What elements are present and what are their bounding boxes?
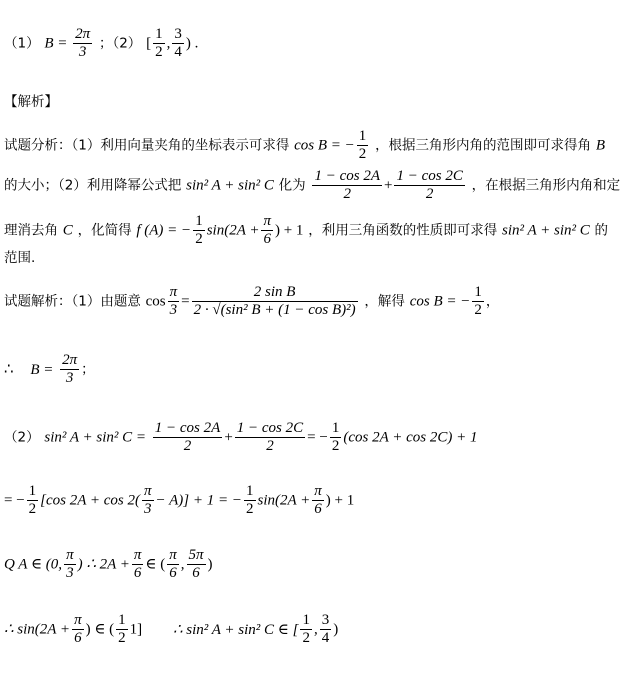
- math-plus: +: [383, 177, 393, 194]
- math-fraction: $\frac{1 - \cos 2C}{2}$: [396, 168, 463, 202]
- solution-text: ，: [485, 293, 500, 310]
- math-fraction: $\frac{5\pi}{6}$: [188, 547, 204, 581]
- math-expr: sin² A + sin² C: [502, 222, 590, 239]
- analysis-line-1: [4, 128, 605, 163]
- math-q: Q A ∈ (0,: [4, 556, 63, 573]
- math-fraction: $\frac{\pi}{6}$: [133, 547, 142, 581]
- math-fraction: $\frac{1}{2}$: [246, 483, 254, 517]
- math-sin: ∴ sin(2A +: [4, 621, 71, 638]
- math-tail: ) + 1: [325, 492, 355, 509]
- math-expr: sin² A + sin² C: [186, 177, 274, 194]
- math-fraction: $\frac{1}{2}$: [302, 612, 310, 646]
- math-mid: − A)] + 1 = −: [155, 492, 242, 509]
- math-big-fraction: $\frac{\text{2 sin B}}{\text{2 · √(sin² B + (1 − cos B)²)}}$: [193, 284, 356, 318]
- math-fraction: $\frac{1}{2}$: [331, 420, 340, 454]
- math-comma: ,: [180, 556, 185, 573]
- math-b: B =: [30, 361, 54, 378]
- math-cosb: cos B = −: [294, 137, 355, 154]
- math-fraction: $\frac{1}{2}$: [474, 284, 482, 318]
- math-cos: cos: [145, 293, 166, 310]
- solution-label: （2）: [4, 429, 40, 446]
- math-tail: ) + 1: [274, 222, 304, 239]
- solution-line-1: [4, 284, 499, 319]
- math-range: ∴ sin² A + sin² C ∈ [: [172, 621, 299, 638]
- solution-text: 试题解析：（1）由题意: [4, 293, 141, 310]
- math-c: C: [62, 222, 73, 239]
- math-fraction: $\frac{2\pi}{3}$: [62, 352, 78, 386]
- math-in: ∈ (: [145, 556, 166, 573]
- math-fraction: $\frac{\pi}{3}$: [144, 483, 152, 517]
- answer-label: （1）: [4, 35, 40, 52]
- math-fraction: $\frac{\pi}{6}$: [74, 612, 82, 646]
- analysis-line-3: [4, 213, 608, 248]
- math-mid: ) ∴ 2A +: [77, 556, 130, 573]
- range-close: ) .: [185, 35, 199, 52]
- solution-line-4: [4, 483, 354, 518]
- math-mid: [cos 2A + cos 2(: [40, 492, 141, 509]
- math-eq: =: [181, 293, 190, 310]
- math-fraction: $\frac{1 - \cos 2A}{2}$: [154, 420, 221, 454]
- analysis-line-4: 范围.: [4, 250, 36, 266]
- analysis-text: 理消去角: [4, 222, 58, 239]
- therefore-symbol: ∴: [4, 361, 14, 378]
- solution-line-3: [4, 420, 477, 455]
- math-comma: ,: [313, 621, 318, 638]
- answer-b-fraction: $\frac{2\pi}{3}$: [75, 26, 91, 60]
- math-fraction: $\frac{\pi}{6}$: [263, 213, 271, 247]
- math-expr: sin² A + sin² C =: [44, 429, 146, 446]
- math-end: ): [207, 556, 213, 573]
- math-fraction: $\frac{\pi}{3}$: [169, 284, 178, 318]
- analysis-text: 的大小；（2）利用降幂公式把: [4, 177, 182, 194]
- math-fraction: $\frac{\pi}{3}$: [66, 547, 74, 581]
- answer-separator: ；（2）: [98, 35, 142, 52]
- math-fraction: $\frac{1 - \cos 2C}{2}$: [236, 420, 304, 454]
- solution-line-2: [4, 352, 95, 387]
- solution-text: ；: [81, 361, 95, 378]
- math-end: ): [333, 621, 339, 638]
- analysis-text: ，在根据三角形内角和定: [471, 177, 621, 194]
- math-fraction: $\frac{1}{2}$: [195, 213, 203, 247]
- math-b: B: [595, 137, 606, 154]
- math-plus: +: [224, 429, 233, 446]
- math-eq: = −: [4, 492, 25, 509]
- solution-line-5: [4, 547, 213, 582]
- analysis-text: ，化简得: [77, 222, 132, 239]
- analysis-text: 的: [594, 222, 609, 239]
- math-fraction: $\frac{1}{2}$: [118, 612, 126, 646]
- math-fa: f (A) = −: [136, 222, 192, 239]
- math-res: cos B = −: [409, 293, 471, 310]
- math-fraction: $\frac{1 - \cos 2A}{2}$: [314, 168, 380, 202]
- analysis-text: ，利用三角函数的性质即可求得: [308, 222, 498, 239]
- answer-b: B =: [44, 35, 72, 52]
- solution-line-6: [4, 612, 338, 647]
- math-fraction: $\frac{3}{4}$: [321, 612, 330, 646]
- math-fraction: $\frac{1}{2}$: [28, 483, 37, 517]
- analysis-text: ，根据三角形内角的范围即可求得角: [375, 137, 592, 154]
- math-bracket: 1]: [129, 621, 143, 638]
- answer-range-low: $\frac{1}{2}$: [155, 26, 163, 60]
- math-eq: = −: [307, 429, 328, 446]
- answer-range-high: $\frac{3}{4}$: [174, 26, 182, 60]
- analysis-text: 化为: [278, 177, 306, 194]
- math-sin: sin(2A +: [206, 222, 260, 239]
- range-comma: ,: [166, 35, 171, 52]
- math-fraction: $\frac{1}{2}$: [358, 128, 367, 162]
- math-fraction: $\frac{\pi}{6}$: [314, 483, 322, 517]
- solution-text: ，解得: [364, 293, 405, 310]
- math-in: ) ∈ (: [85, 621, 115, 638]
- jiexi-heading: 【解析】: [4, 94, 58, 110]
- math-fraction: $\frac{\pi}{6}$: [169, 547, 177, 581]
- analysis-line-2: [4, 168, 620, 203]
- math-sin: sin(2A +: [257, 492, 311, 509]
- answer-line: [4, 26, 198, 61]
- analysis-text: 试题分析：（1）利用向量夹角的坐标表示可求得: [4, 137, 290, 154]
- range-open: [: [146, 35, 152, 52]
- math-tail: (cos 2A + cos 2C) + 1: [343, 429, 478, 446]
